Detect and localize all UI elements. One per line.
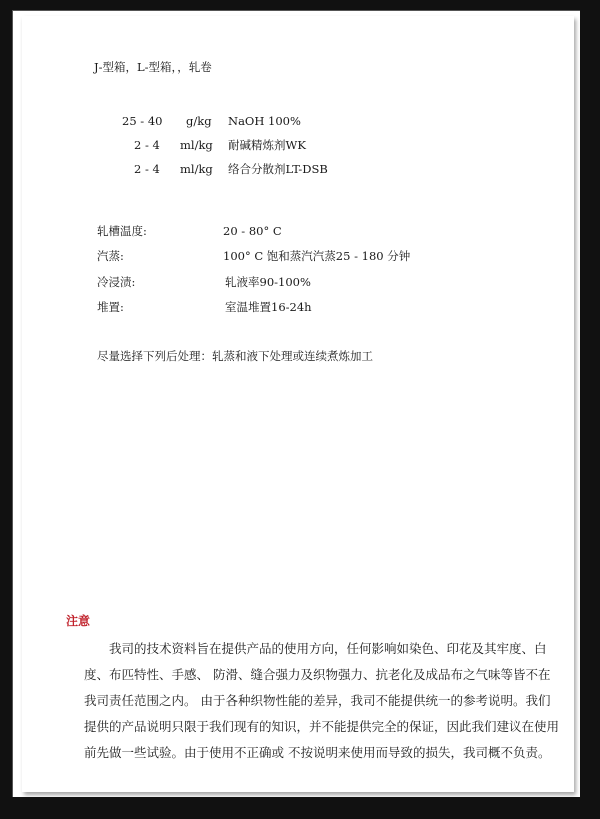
- condition-label: 冷浸渍:: [97, 275, 136, 289]
- condition-value: 100° C 饱和蒸汽汽蒸25 - 180 分钟: [223, 249, 411, 263]
- equipment-line: J-型箱，L-型箱，，轧卷: [94, 60, 212, 74]
- condition-value: 20 - 80° C: [223, 224, 282, 238]
- post-treatment-note: 尽量选择下列后处理：轧蒸和液下处理或连续煮炼加工: [97, 349, 373, 363]
- recipe-amount: 2 - 4: [134, 138, 160, 152]
- notice-body: [84, 636, 562, 766]
- recipe-chemical: NaOH 100%: [228, 114, 301, 128]
- notice-title: 注意: [66, 614, 91, 628]
- document-page: [22, 16, 574, 792]
- recipe-chemical: 耐碱精炼剂WK: [228, 138, 306, 152]
- condition-label: 汽蒸:: [97, 249, 124, 263]
- recipe-unit: ml/kg: [180, 162, 213, 176]
- recipe-chemical: 络合分散剂LT-DSB: [228, 162, 328, 176]
- notice-paragraph: 我司的技术资料旨在提供产品的使用方向，任何影响如染色、印花及其牢度、白度、布匹特性、手感、 防滑、缝合强力及织物强力、抗老化及成品布之气味等皆不在我司责任范围之内。 由于各种织物性能的差异，我司不能提供统一的参考说明。我们提供的产品说明只限于我们现有的知识，并不能提供完全的保证，因此我们建议在使用前先做一些试验。由于使用不正确或 不按说明来使用而导致的损失，我司概不负责。: [84, 641, 560, 760]
- condition-label: 堆置:: [97, 300, 124, 314]
- recipe-amount: 2 - 4: [134, 162, 160, 176]
- recipe-unit: g/kg: [186, 114, 212, 128]
- condition-value: 轧液率90-100%: [225, 275, 311, 289]
- condition-value: 室温堆置16-24h: [225, 300, 312, 314]
- recipe-amount: 25 - 40: [122, 114, 163, 128]
- condition-label: 轧槽温度:: [97, 224, 147, 238]
- recipe-unit: ml/kg: [180, 138, 213, 152]
